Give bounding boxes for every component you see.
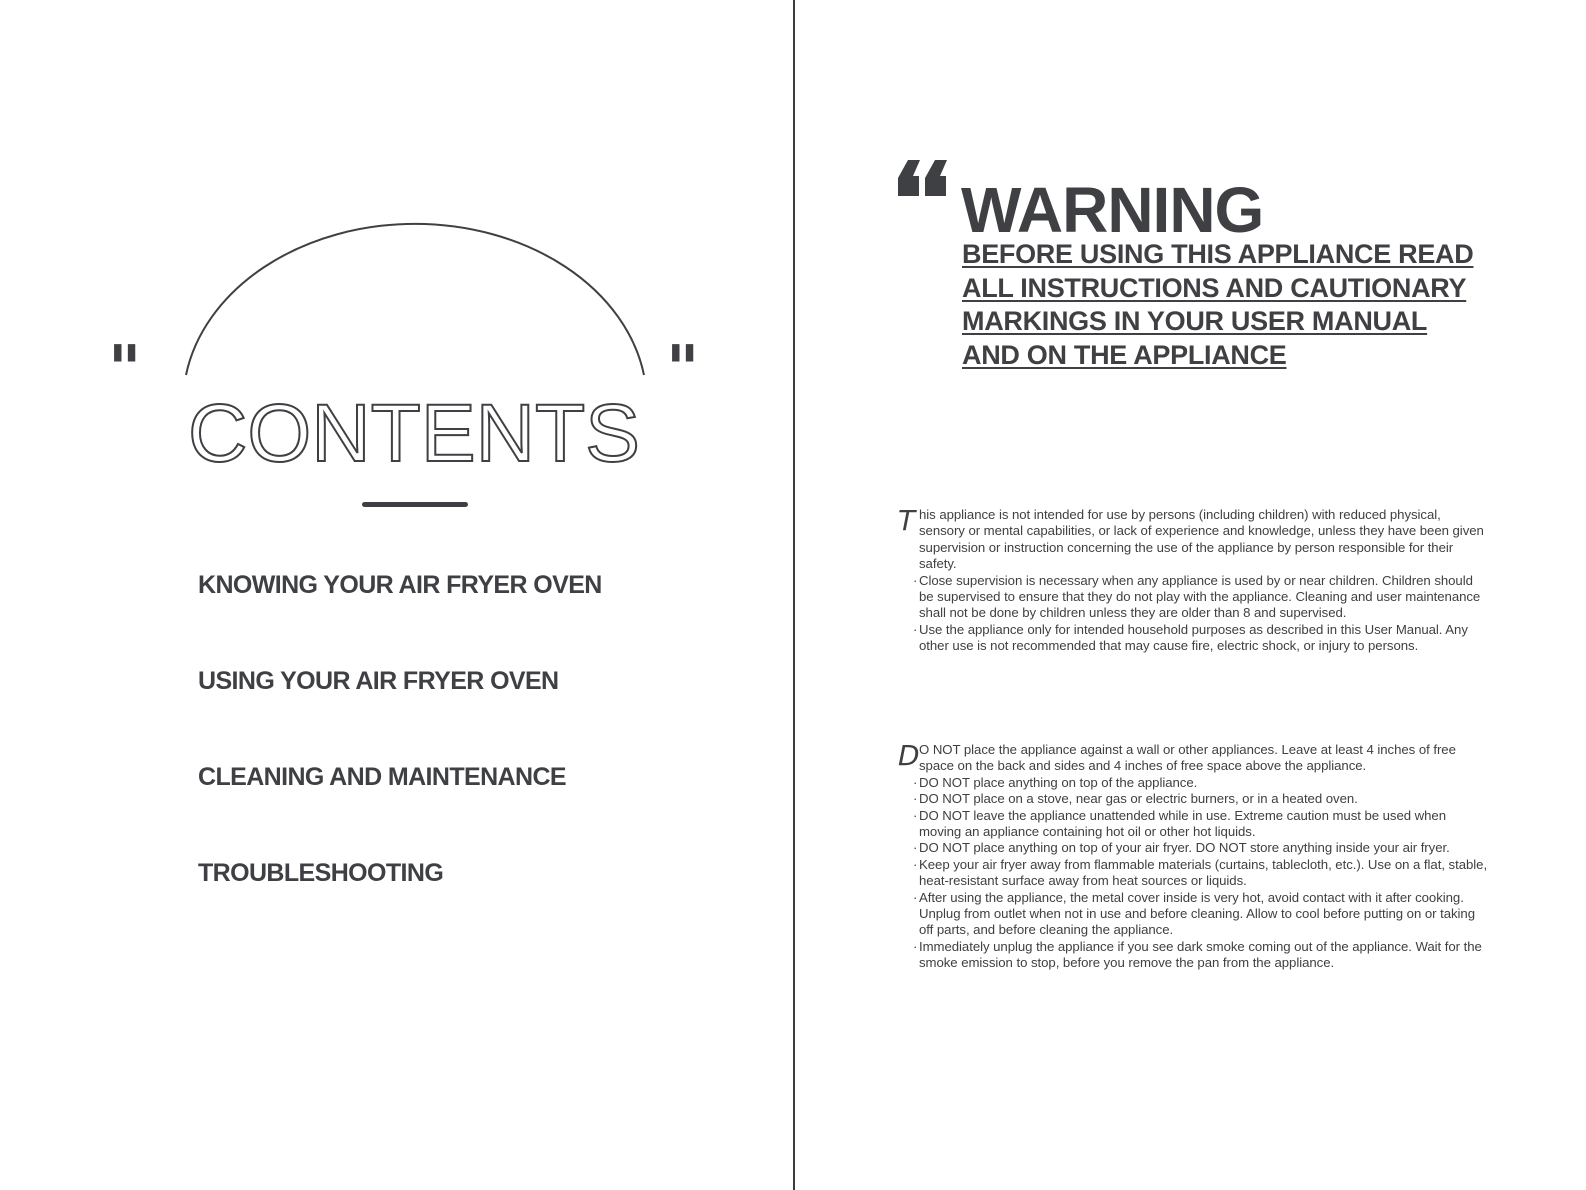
warning-title: WARNING xyxy=(961,174,1264,246)
quote-icon xyxy=(898,160,948,200)
dropcap-d: D xyxy=(898,739,920,772)
list-item-text: Close supervision is necessary when any appliance is used by or near children. Children should be supervised to ensure that they do not play with the appliance. Cleaning and user maintenance shall not be done by children unless they are older than 8 and supervised. xyxy=(919,572,1481,621)
toc-item-using[interactable]: USING YOUR AIR FRYER OVEN xyxy=(198,667,559,695)
list-item xyxy=(913,938,1488,972)
bullet: · xyxy=(913,856,918,872)
table-of-contents xyxy=(198,570,602,954)
close-quote-mark: " xyxy=(666,333,696,407)
list-item xyxy=(913,621,1488,655)
safety-block-2 xyxy=(898,739,1488,972)
list-item xyxy=(913,807,1488,841)
contents-title xyxy=(186,398,646,468)
open-quote-mark: " xyxy=(108,333,138,407)
list-item xyxy=(913,572,1488,622)
bullet: · xyxy=(913,791,918,807)
list-item-text: Keep your air fryer away from flammable materials (curtains, tablecloth, etc.). Use on a flat, stable, heat-resistant surface away from heat sources or liquids. xyxy=(919,856,1488,889)
list-item xyxy=(913,889,1488,939)
title-underline xyxy=(362,502,468,507)
list-item xyxy=(913,856,1488,890)
safety-lead-text: O NOT place the appliance against a wall or other appliances. Leave at least 4 inches of free space on the back and sides and 4 inches of free space above the appliance. xyxy=(919,742,1456,774)
contents-title-text: CONTENTS xyxy=(188,398,640,468)
safety-paragraph xyxy=(913,507,1488,655)
bullet: · xyxy=(913,938,918,954)
bullet: · xyxy=(913,807,918,823)
list-item-text: DO NOT leave the appliance unattended while in use. Extreme caution must be used when moving an appliance containing hot oil or other hot liquids. xyxy=(919,807,1446,840)
bullet: · xyxy=(913,840,918,856)
bullet: · xyxy=(913,889,918,905)
warning-subtitle: BEFORE USING THIS APPLIANCE READ ALL INSTRUCTIONS AND CAUTIONARY MARKINGS IN YOUR USER MANUAL AND ON THE APPLIANCE xyxy=(962,239,1474,370)
bullet: · xyxy=(913,621,918,637)
list-item-text: DO NOT place on a stove, near gas or electric burners, or in a heated oven. xyxy=(919,791,1358,807)
list-item xyxy=(913,840,1488,856)
safety-block-1 xyxy=(898,504,1488,655)
list-item-text: Use the appliance only for intended household purposes as described in this User Manual. Any other use is not recommended that may cause fire, electric shock, or injury to persons. xyxy=(919,621,1468,654)
list-item-text: DO NOT place anything on top of your air fryer. DO NOT store anything inside your air fryer. xyxy=(919,840,1450,856)
list-item-text: After using the appliance, the metal cover inside is very hot, avoid contact with it after cooking. Unplug from outlet when not in use and before cleaning. Allow to cool before putting on or taking off parts, and before cleaning the appliance. xyxy=(919,889,1475,938)
bullet: · xyxy=(913,774,918,790)
list-item-text: Immediately unplug the appliance if you see dark smoke coming out of the appliance. Wait for the smoke emission to stop, before you remove the pan from the appliance. xyxy=(919,938,1482,971)
list-item xyxy=(913,774,1488,791)
bullet: · xyxy=(913,572,918,588)
list-item-text: DO NOT place anything on top of the appliance. xyxy=(919,774,1198,790)
toc-item-cleaning[interactable]: CLEANING AND MAINTENANCE xyxy=(198,763,566,791)
toc-item-troubleshooting[interactable]: TROUBLESHOOTING xyxy=(198,859,444,887)
dropcap-t: T xyxy=(898,504,916,537)
decorative-arc xyxy=(180,190,650,380)
list-item xyxy=(913,791,1488,807)
toc-item-knowing[interactable]: KNOWING YOUR AIR FRYER OVEN xyxy=(198,571,602,599)
safety-paragraph xyxy=(913,742,1488,972)
safety-lead-text: his appliance is not intended for use by persons (including children) with reduced physical, sensory or mental capabilities, or lack of experience and knowledge, unless they have been given supervision or instruction concerning the use of the appliance by person responsible for their safety. xyxy=(919,507,1484,572)
